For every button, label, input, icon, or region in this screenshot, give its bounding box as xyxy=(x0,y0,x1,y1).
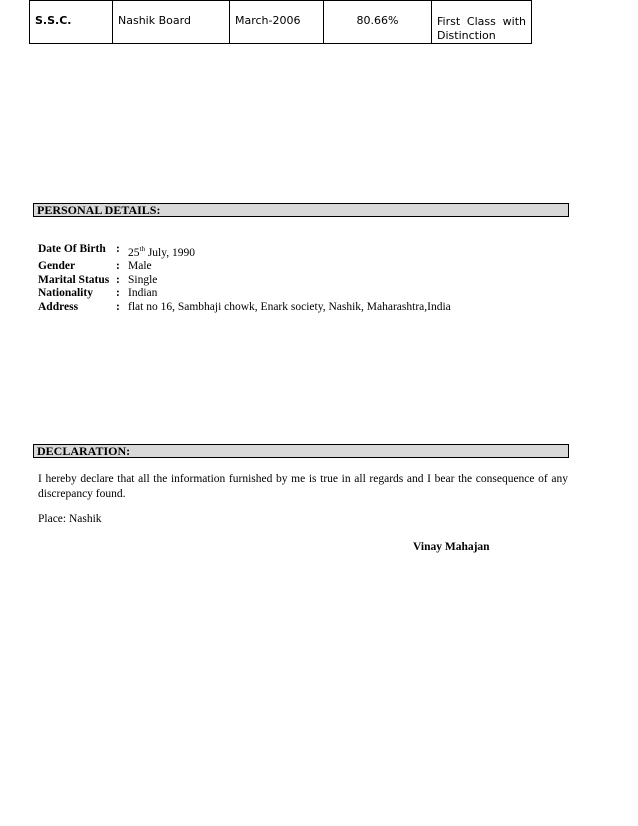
gender-value: Male xyxy=(128,260,152,273)
nationality-label: Nationality xyxy=(38,287,93,300)
place-text: Place: Nashik xyxy=(38,513,102,525)
gender-row xyxy=(38,260,451,274)
dob-row xyxy=(38,243,451,260)
education-level-cell: S.S.C. xyxy=(30,1,113,44)
address-row xyxy=(38,301,451,315)
nationality-row xyxy=(38,287,451,301)
address-separator: : xyxy=(116,300,120,313)
dob-rest: July, 1990 xyxy=(144,246,196,259)
declaration-heading: DECLARATION: xyxy=(33,444,569,458)
marital-separator: : xyxy=(116,273,120,286)
dob-value xyxy=(128,243,195,260)
dob-label: Date Of Birth xyxy=(38,243,106,255)
nationality-separator: : xyxy=(116,287,120,300)
education-percentage-cell: 80.66% xyxy=(324,1,432,44)
education-class-cell: First Class with Distinction xyxy=(432,1,532,44)
education-table xyxy=(29,0,532,44)
dob-day: 25 xyxy=(128,246,140,259)
signature-name: Vinay Mahajan xyxy=(413,541,490,553)
nationality-value: Indian xyxy=(128,287,158,300)
gender-label: Gender xyxy=(38,260,76,273)
marital-label: Marital Status xyxy=(38,273,110,286)
table-row xyxy=(30,1,532,44)
marital-value: Single xyxy=(128,273,158,286)
gender-separator: : xyxy=(116,260,120,273)
declaration-text: I hereby declare that all the information furnished by me is true in all regards and I bear the consequence of any discrepancy found. xyxy=(38,473,568,500)
personal-details-list xyxy=(38,243,451,314)
personal-details-heading: PERSONAL DETAILS: xyxy=(33,203,569,217)
dob-suffix: th xyxy=(139,245,145,253)
education-date-cell: March-2006 xyxy=(230,1,324,44)
address-value: flat no 16, Sambhaji chowk, Enark society, Nashik, Maharashtra,India xyxy=(128,300,451,313)
education-board-cell: Nashik Board xyxy=(113,1,230,44)
marital-row xyxy=(38,274,451,288)
address-label: Address xyxy=(38,300,79,313)
dob-separator: : xyxy=(116,243,120,255)
